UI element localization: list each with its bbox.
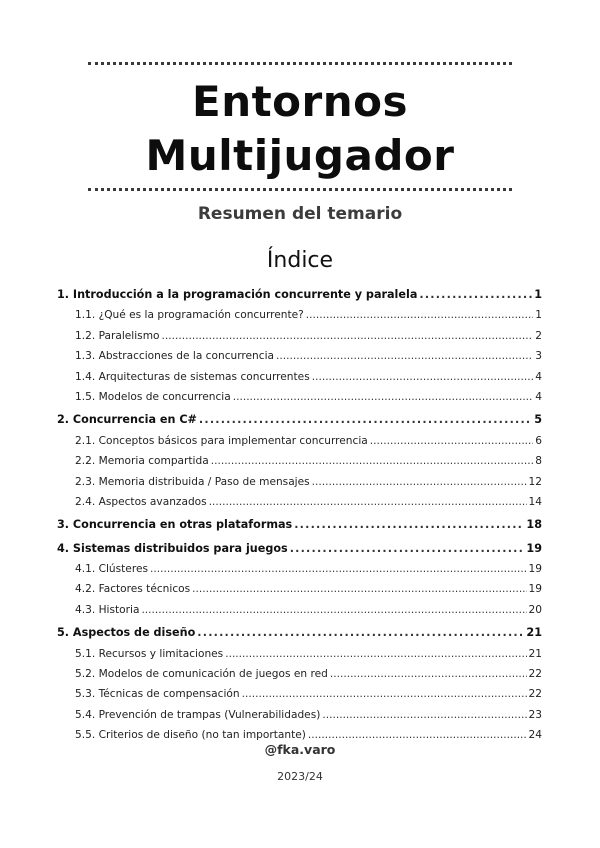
toc-subsection-entry[interactable] <box>57 559 542 579</box>
dot-leader <box>312 472 527 492</box>
toc-page-number: 20 <box>528 603 542 616</box>
dot-leader <box>294 515 524 535</box>
toc-page-number: 1 <box>535 309 542 322</box>
toc-page-number: 23 <box>528 708 542 721</box>
dot-leader <box>290 539 525 559</box>
academic-year: 2023/24 <box>277 770 323 783</box>
toc-entry-label: 1.3. Abstracciones de la concurrencia <box>75 350 275 363</box>
toc-page-number: 3 <box>535 350 542 363</box>
toc-entry-label: 4.2. Factores técnicos <box>75 583 191 596</box>
table-of-contents <box>57 285 542 746</box>
dot-leader <box>312 367 534 387</box>
dot-leader <box>330 664 527 684</box>
toc-entry-label: 5. Aspectos de diseño <box>57 626 196 640</box>
toc-subsection-entry[interactable] <box>57 705 542 725</box>
toc-page-number: 12 <box>528 475 542 488</box>
toc-subsection-entry[interactable] <box>57 684 542 704</box>
toc-page-number: 4 <box>535 370 542 383</box>
toc-subsection-entry[interactable] <box>57 346 542 366</box>
dot-leader <box>197 623 524 643</box>
toc-entry-label: 1.2. Paralelismo <box>75 329 160 342</box>
toc-subsection-entry[interactable] <box>57 579 542 599</box>
toc-entry-label: 5.2. Modelos de comunicación de juegos en red <box>75 668 328 681</box>
toc-entry-label: 2.4. Aspectos avanzados <box>75 495 207 508</box>
dot-leader <box>192 579 526 599</box>
toc-entry-label: 5.4. Prevención de trampas (Vulnerabilidades) <box>75 708 321 721</box>
dot-leader <box>209 492 527 512</box>
toc-page-number: 24 <box>528 729 542 742</box>
toc-page-number: 1 <box>534 288 542 301</box>
toc-section-entry[interactable] <box>57 285 542 305</box>
toc-entry-label: 5.3. Técnicas de compensación <box>75 688 240 701</box>
toc-entry-label: 2.1. Conceptos básicos para implementar concurrencia <box>75 434 368 447</box>
toc-page-number: 4 <box>535 390 542 403</box>
toc-subsection-entry[interactable] <box>57 367 542 387</box>
toc-section-entry[interactable] <box>57 410 542 430</box>
toc-page-number: 21 <box>528 647 542 660</box>
toc-page-number: 19 <box>528 563 542 576</box>
toc-subsection-entry[interactable] <box>57 644 542 664</box>
toc-page-number: 2 <box>535 329 542 342</box>
toc-entry-label: 5.5. Criterios de diseño (no tan importante) <box>75 729 306 742</box>
dot-leader <box>370 431 533 451</box>
dot-leader <box>162 326 534 346</box>
toc-subsection-entry[interactable] <box>57 492 542 512</box>
toc-subsection-entry[interactable] <box>57 600 542 620</box>
subtitle: Resumen del temario <box>197 204 403 224</box>
toc-page-number: 14 <box>528 495 542 508</box>
toc-subsection-entry[interactable] <box>57 431 542 451</box>
toc-entry-label: 2.3. Memoria distribuida / Paso de mensajes <box>75 475 310 488</box>
toc-entry-label: 4.1. Clústeres <box>75 563 148 576</box>
toc-subsection-entry[interactable] <box>57 451 542 471</box>
toc-entry-label: 3. Concurrencia en otras plataformas <box>57 518 293 532</box>
title-line-1: Entornos <box>192 77 408 126</box>
toc-entry-label: 1. Introducción a la programación concurrente y paralela <box>57 288 418 301</box>
toc-entry-label: 1.1. ¿Qué es la programación concurrente? <box>75 309 304 322</box>
toc-page-number: 21 <box>526 626 542 640</box>
toc-entry-label: 5.1. Recursos y limitaciones <box>75 647 224 660</box>
toc-entry-label: 1.4. Arquitecturas de sistemas concurrentes <box>75 370 310 383</box>
dot-leader <box>242 684 527 704</box>
toc-entry-label: 4.3. Historia <box>75 603 140 616</box>
bottom-dotted-divider <box>88 188 512 191</box>
dot-leader <box>306 305 533 325</box>
toc-page-number: 8 <box>535 455 542 468</box>
toc-entry-label: 2. Concurrencia en C# <box>57 413 197 427</box>
toc-section-entry[interactable] <box>57 539 542 559</box>
dot-leader <box>211 451 534 471</box>
dot-leader <box>225 644 526 664</box>
toc-subsection-entry[interactable] <box>57 664 542 684</box>
toc-section-entry[interactable] <box>57 515 542 535</box>
dot-leader <box>419 285 532 305</box>
top-dotted-divider <box>88 62 512 65</box>
toc-page-number: 6 <box>535 434 542 447</box>
toc-page-number: 22 <box>528 668 542 681</box>
toc-entry-label: 2.2. Memoria compartida <box>75 455 209 468</box>
title-line-2: Multijugador <box>145 131 455 180</box>
toc-subsection-entry[interactable] <box>57 387 542 407</box>
dot-leader <box>322 705 526 725</box>
dot-leader <box>233 387 534 407</box>
toc-page-number: 19 <box>526 541 542 555</box>
dot-leader <box>150 559 527 579</box>
toc-page-number: 22 <box>528 688 542 701</box>
dot-leader <box>141 600 526 620</box>
toc-entry-label: 1.5. Modelos de concurrencia <box>75 390 231 403</box>
toc-subsection-entry[interactable] <box>57 472 542 492</box>
toc-page-number: 18 <box>526 518 542 532</box>
dot-leader <box>276 346 533 366</box>
toc-subsection-entry[interactable] <box>57 326 542 346</box>
toc-subsection-entry[interactable] <box>57 305 542 325</box>
toc-page-number: 19 <box>528 583 542 596</box>
author-handle: @fka.varo <box>264 742 336 757</box>
toc-section-entry[interactable] <box>57 623 542 643</box>
toc-entry-label: 4. Sistemas distribuidos para juegos <box>57 541 288 555</box>
toc-page-number: 5 <box>534 413 542 427</box>
index-heading: Índice <box>266 248 334 273</box>
dot-leader <box>199 410 532 430</box>
